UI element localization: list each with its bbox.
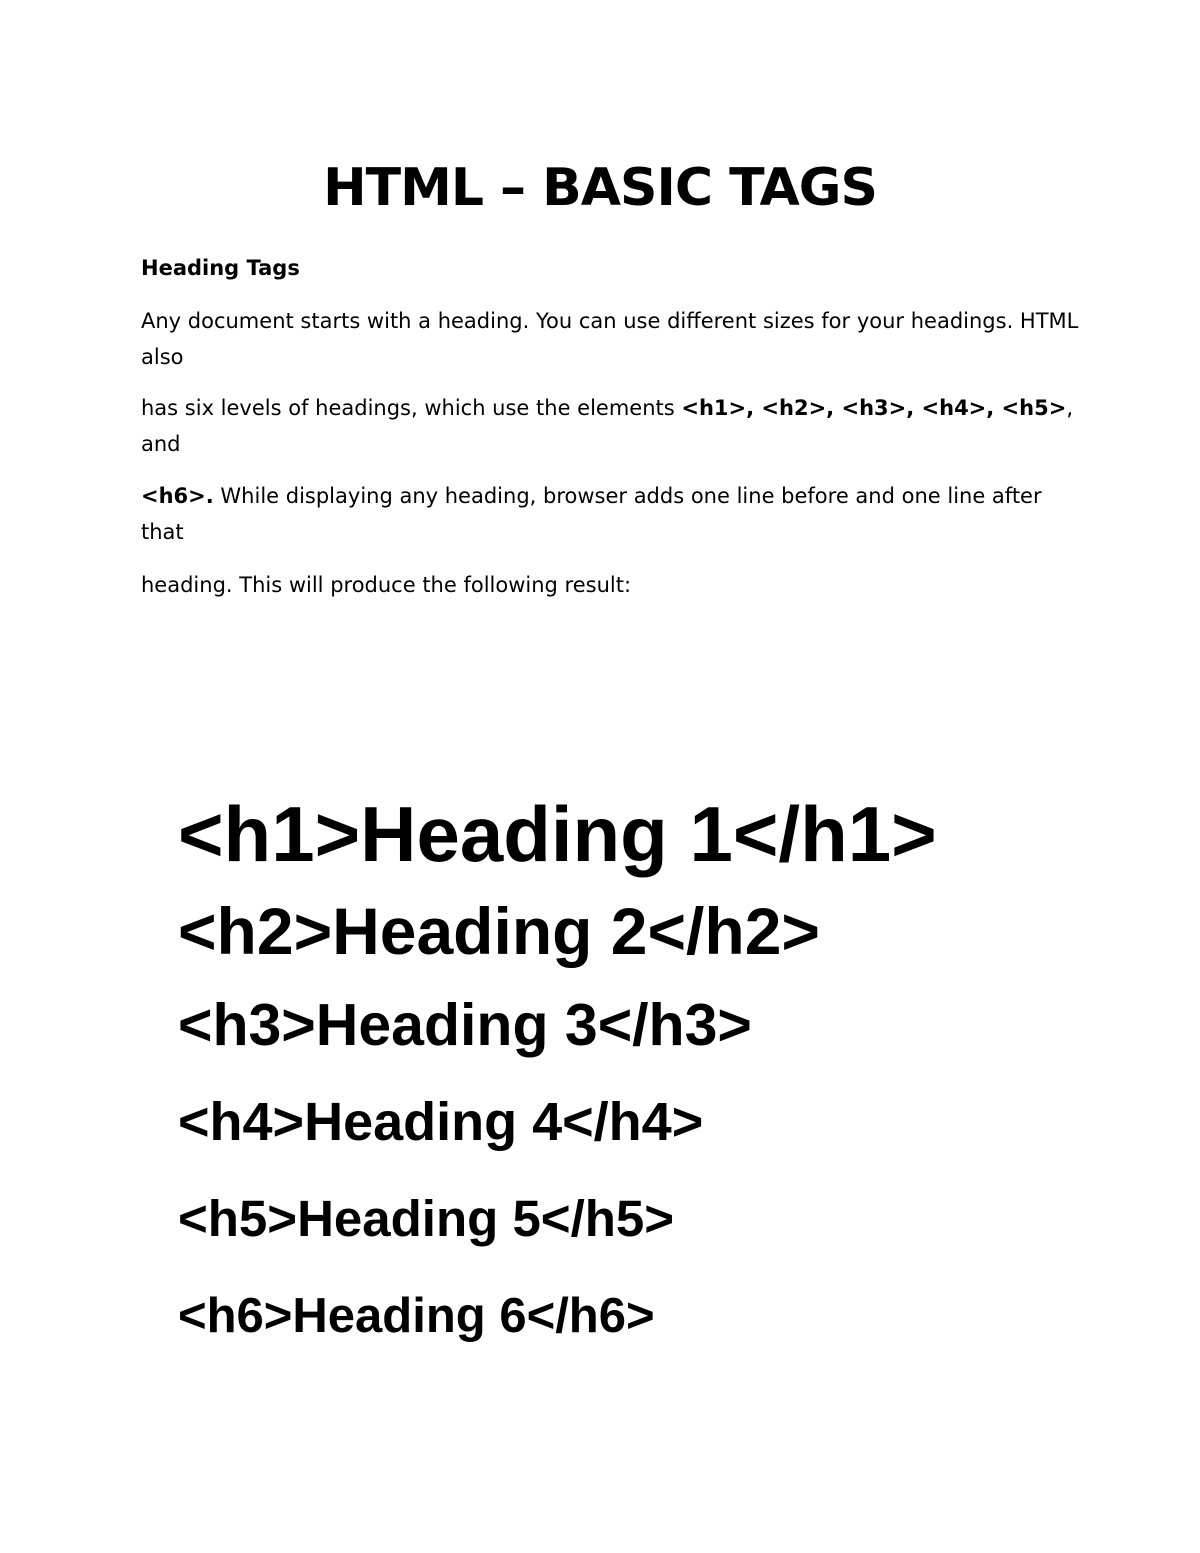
example-heading-3: <h3>Heading 3</h3> [178, 992, 752, 1058]
page-title: HTML – BASIC TAGS [323, 158, 877, 218]
paragraph-heading-levels [141, 390, 1081, 462]
paragraph-result-intro: heading. This will produce the following result: [141, 573, 632, 597]
section-heading: Heading Tags [141, 256, 300, 280]
paragraph-text: has six levels of headings, which use the elements [141, 396, 682, 420]
example-heading-1: <h1>Heading 1</h1> [178, 790, 937, 878]
paragraph-text: , and [141, 396, 1073, 456]
example-heading-4: <h4>Heading 4</h4> [178, 1092, 704, 1152]
tag-h6: <h6>. [141, 484, 214, 508]
paragraph-h6-note [141, 478, 1081, 550]
example-heading-2: <h2>Heading 2</h2> [178, 894, 820, 968]
paragraph-intro: Any document starts with a heading. You can use different sizes for your headings. HTML also [141, 309, 1079, 369]
paragraph-text: While displaying any heading, browser adds one line before and one line after that [141, 484, 1042, 544]
tag-list: <h1>, <h2>, <h3>, <h4>, <h5> [681, 396, 1067, 420]
example-heading-6: <h6>Heading 6</h6> [178, 1289, 655, 1343]
example-heading-5: <h5>Heading 5</h5> [178, 1190, 675, 1247]
